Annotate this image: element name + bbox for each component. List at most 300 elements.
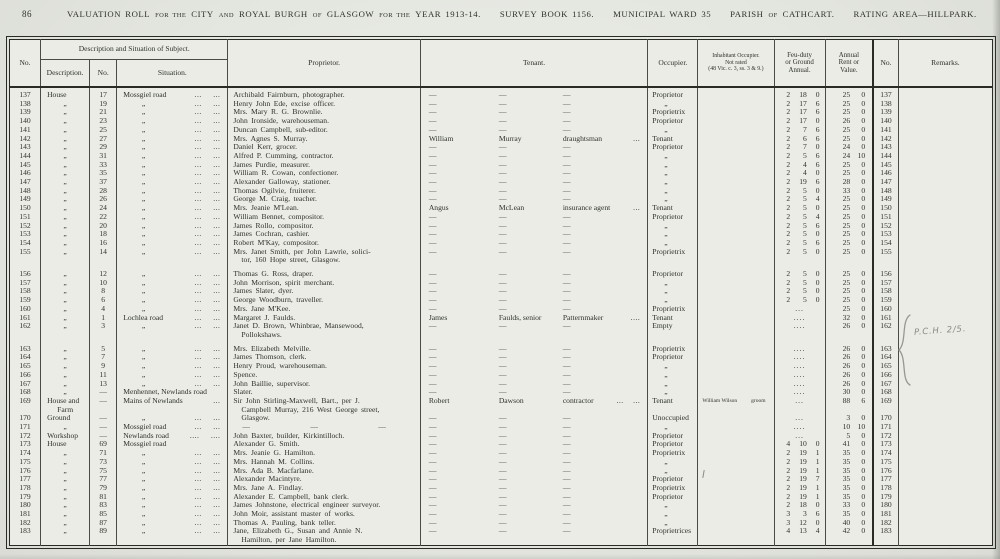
feu-pounds: 2	[786, 296, 791, 305]
feu-shillings: 7	[803, 125, 807, 134]
feu-amount	[775, 449, 825, 458]
rent-pounds: 25	[842, 160, 851, 169]
cell-remarks	[898, 230, 992, 239]
cell-situation	[117, 279, 228, 288]
cell-remarks	[898, 87, 992, 100]
rent-shillings: 0	[861, 379, 866, 388]
rent-shillings: 0	[861, 466, 866, 475]
description-line: „	[63, 125, 67, 134]
feu-pence: 6	[815, 510, 820, 519]
dash-mark: —	[498, 90, 507, 99]
cell-tenant	[420, 239, 647, 248]
cell-tenant	[420, 100, 647, 109]
situation-text: „	[141, 99, 146, 108]
street-no: 73	[99, 457, 107, 466]
rent-pounds: 25	[842, 90, 851, 99]
proprietor-line: Campbell Murray, 216 West George street,	[241, 404, 380, 414]
entry-no-repeat: 146	[880, 169, 892, 178]
entry-no-repeat: 153	[880, 230, 892, 239]
tenant-line	[421, 322, 647, 331]
cell-occupier	[648, 135, 698, 144]
cell-occupier	[648, 322, 698, 339]
situation-dots: ... ...	[194, 278, 221, 287]
situation-dots: ... ...	[194, 370, 221, 379]
cell-situation	[117, 353, 228, 362]
cell-description	[41, 527, 90, 545]
rent-shillings: 0	[861, 195, 866, 204]
feu-amount	[775, 213, 825, 222]
cell-entry-no	[10, 213, 41, 222]
situation-text: „	[141, 186, 146, 195]
tenant-line	[421, 161, 647, 170]
cell-description	[41, 510, 90, 519]
rent-pounds: 33	[842, 186, 851, 195]
entry-no: 151	[19, 212, 31, 221]
cell-situation	[117, 440, 228, 449]
title-run: VALUATION ROLL	[67, 9, 151, 19]
cell-proprietor	[228, 178, 420, 187]
cell-proprietor	[228, 239, 420, 248]
feu-amount	[775, 230, 825, 239]
cell-proprietor	[228, 117, 420, 126]
situation-line	[117, 305, 227, 314]
cell-inhabitant-occupier	[698, 340, 774, 354]
cell-entry-no	[10, 353, 41, 362]
cell-occupier	[648, 222, 698, 231]
cell-remarks	[898, 279, 992, 288]
cell-feu-duty	[774, 87, 825, 100]
situation-dots: ... ...	[194, 117, 221, 126]
dash-mark: —	[498, 431, 507, 440]
cell-description	[41, 195, 90, 204]
cell-occupier	[648, 467, 698, 476]
entry-no-repeat: 161	[880, 313, 892, 322]
rent-pounds: 42	[842, 527, 851, 536]
table-row	[10, 458, 993, 467]
table-row	[10, 222, 993, 231]
situation-dots: ... ...	[194, 238, 221, 247]
tenant-line	[421, 388, 647, 397]
tenant-line	[421, 397, 647, 406]
rent-shillings: 0	[861, 117, 866, 126]
occupier-text: Proprietor	[652, 143, 684, 152]
feu-pence: 7	[815, 475, 820, 484]
feu-pounds: 2	[786, 117, 791, 126]
feu-pence: 4	[815, 212, 820, 221]
rent-shillings: 0	[861, 343, 866, 353]
cell-feu-duty	[774, 519, 825, 528]
situation-line	[117, 362, 227, 371]
street-no: 21	[99, 108, 107, 117]
rent-shillings: 0	[861, 143, 866, 152]
tenant-dots: ... ...	[616, 396, 641, 405]
dash-mark: —	[498, 379, 507, 388]
cell-entry-no	[10, 458, 41, 467]
cell-feu-duty	[774, 213, 825, 222]
proprietor-line: Alexander G. Smith.	[233, 440, 300, 449]
situation-text: „	[141, 527, 146, 536]
cell-feu-duty	[774, 340, 825, 354]
situation-text: „	[141, 322, 146, 331]
rent-pounds: 10	[842, 423, 851, 432]
cell-tenant	[420, 414, 647, 423]
rent-amount	[826, 423, 873, 432]
situation-line	[117, 519, 227, 528]
col-header-description: Description.	[41, 60, 90, 88]
cell-entry-no-repeat	[873, 204, 898, 213]
rent-amount	[826, 279, 873, 288]
dash-mark: —	[428, 492, 437, 501]
proprietor-line: Alfred P. Cumming, contractor.	[233, 151, 334, 160]
entry-no: 175	[19, 457, 31, 466]
table-row	[10, 501, 993, 510]
cell-tenant	[420, 527, 647, 545]
dash-mark: —	[498, 287, 507, 296]
tenant-occupation: contractor	[562, 396, 594, 405]
dash-mark: —	[428, 353, 437, 362]
dash-mark: —	[428, 423, 437, 432]
situation-dots: ... ...	[194, 221, 221, 230]
street-no: 81	[99, 492, 107, 501]
cell-tenant	[420, 169, 647, 178]
entry-no: 150	[19, 204, 31, 213]
title-run: MUNICIPAL WARD 35	[613, 9, 712, 19]
col-header-situation: Situation.	[117, 60, 228, 88]
cell-situation	[117, 423, 228, 432]
cell-proprietor	[228, 414, 420, 423]
description-line: „	[63, 238, 67, 247]
tenant-occupation: Patternmaker	[562, 313, 604, 322]
description-line: „	[63, 457, 67, 466]
cell-inhabitant-occupier	[698, 475, 774, 484]
description-line: „	[63, 343, 67, 353]
rent-pounds: 41	[842, 440, 851, 449]
cell-street-no	[90, 397, 117, 414]
cell-annual-rent	[825, 353, 873, 362]
proprietor-line: Margaret J. Faulds.	[233, 313, 296, 322]
cell-inhabitant-occupier	[698, 108, 774, 117]
cell-tenant	[420, 449, 647, 458]
dash-mark: —	[428, 287, 437, 296]
situation-dots: ... ...	[194, 322, 221, 331]
cell-feu-duty	[774, 126, 825, 135]
feu-amount	[775, 493, 825, 502]
proprietor-line: Hamilton, per Jane Hamilton.	[241, 535, 337, 545]
feu-pounds: 2	[786, 483, 791, 492]
dash-mark: —	[498, 304, 507, 313]
cell-street-no	[90, 169, 117, 178]
cell-tenant	[420, 296, 647, 305]
cell-tenant	[420, 143, 647, 152]
cell-tenant	[420, 388, 647, 397]
cell-annual-rent	[825, 195, 873, 204]
col-header-remarks: Remarks.	[898, 40, 992, 88]
cell-annual-rent	[825, 143, 873, 152]
cell-entry-no-repeat	[873, 414, 898, 423]
rent-pounds: 35	[842, 475, 851, 484]
feu-shillings: 19	[799, 466, 807, 475]
entry-no-repeat: 166	[880, 370, 892, 379]
rent-pounds: 25	[842, 278, 851, 287]
dash-mark: —	[498, 125, 507, 134]
entry-no: 174	[19, 449, 31, 458]
cell-street-no	[90, 126, 117, 135]
occupier-text: „	[664, 186, 668, 195]
cell-situation	[117, 371, 228, 380]
situation-dots: ... ...	[194, 108, 221, 117]
cell-annual-rent	[825, 388, 873, 397]
street-no: —	[99, 431, 107, 440]
description-line: „	[63, 388, 67, 397]
tenant-line	[421, 152, 647, 161]
cell-occupier	[648, 187, 698, 196]
occupier-text: „	[664, 221, 668, 230]
situation-text: Lochlea road	[123, 313, 164, 322]
col-header-tenant: Tenant.	[420, 40, 647, 88]
entry-no-repeat: 174	[880, 449, 892, 458]
rent-pounds: 25	[842, 287, 851, 296]
cell-situation	[117, 397, 228, 414]
feu-pence: 6	[815, 221, 820, 230]
entry-no-repeat: 171	[880, 423, 892, 432]
cell-inhabitant-occupier	[698, 279, 774, 288]
tenant-line	[421, 222, 647, 231]
cell-street-no	[90, 248, 117, 265]
street-no: 22	[99, 212, 107, 221]
tenant-line	[421, 91, 647, 100]
situation-line	[117, 195, 227, 204]
table-row	[10, 527, 993, 545]
cell-entry-no-repeat	[873, 187, 898, 196]
entry-no-repeat: 156	[880, 269, 892, 279]
cell-street-no	[90, 380, 117, 389]
cell-occupier	[648, 195, 698, 204]
occupier-text: Proprietrices	[652, 527, 692, 536]
dash-mark: —	[498, 296, 507, 305]
cell-feu-duty	[774, 169, 825, 178]
proprietor-line: Alexander Galloway, stationer.	[233, 178, 331, 187]
rent-amount	[826, 204, 873, 213]
cell-entry-no-repeat	[873, 230, 898, 239]
cell-situation	[117, 484, 228, 493]
table-row	[10, 432, 993, 441]
cell-inhabitant-occupier	[698, 314, 774, 323]
cell-inhabitant-occupier	[698, 87, 774, 100]
table-row	[10, 213, 993, 222]
street-no: 79	[99, 483, 107, 492]
cell-street-no	[90, 458, 117, 467]
cell-proprietor	[228, 440, 420, 449]
rent-amount	[826, 510, 873, 519]
proprietor-line: James Rollo, compositor.	[233, 221, 314, 230]
feu-pence: 0	[815, 230, 820, 239]
rent-pounds: 25	[842, 304, 851, 313]
table-row	[10, 187, 993, 196]
table-row	[10, 169, 993, 178]
cell-description	[41, 222, 90, 231]
situation-text: „	[141, 296, 146, 305]
cell-description	[41, 169, 90, 178]
street-no: 12	[99, 269, 107, 279]
cell-entry-no-repeat	[873, 126, 898, 135]
rent-amount	[826, 493, 873, 502]
cell-description	[41, 305, 90, 314]
cell-description	[41, 493, 90, 502]
tenant-line	[421, 248, 647, 257]
cell-entry-no	[10, 143, 41, 152]
situation-dots: ... ...	[194, 343, 221, 353]
cell-inhabitant-occupier	[698, 169, 774, 178]
situation-text: „	[141, 247, 146, 256]
cell-entry-no	[10, 265, 41, 279]
situation-dots: ... ...	[194, 212, 221, 221]
dash-mark: —	[498, 388, 507, 397]
cell-inhabitant-occupier	[698, 187, 774, 196]
situation-line	[117, 230, 227, 239]
tenant-dots: ...	[633, 204, 641, 213]
cell-proprietor	[228, 501, 420, 510]
cell-street-no	[90, 287, 117, 296]
entry-no: 148	[19, 186, 31, 195]
rent-amount	[826, 213, 873, 222]
occupier-text: Tenant	[652, 313, 673, 322]
situation-line	[117, 414, 227, 423]
cell-entry-no	[10, 305, 41, 314]
proprietor-line: James Slater, dyer.	[233, 287, 294, 296]
cell-feu-duty	[774, 440, 825, 449]
occupier-text: Tenant	[652, 396, 673, 405]
tenant-line	[421, 493, 647, 502]
cell-remarks	[898, 475, 992, 484]
cell-remarks	[898, 340, 992, 354]
feu-dots: ....	[793, 423, 806, 432]
entry-no-repeat: 175	[880, 457, 892, 466]
cell-proprietor	[228, 449, 420, 458]
feu-pence: 6	[815, 151, 820, 160]
proprietor-line: William R. Cowan, confectioner.	[233, 169, 339, 178]
col-header-description-group: Description and Situation of Subject.	[41, 40, 228, 60]
table-row	[10, 135, 993, 144]
tenant-line	[421, 195, 647, 204]
title-run: SURVEY BOOK 1156.	[499, 9, 595, 19]
situation-text: „	[141, 204, 146, 213]
cell-occupier	[648, 287, 698, 296]
cell-feu-duty	[774, 152, 825, 161]
rent-amount	[826, 270, 873, 279]
cell-occupier	[648, 414, 698, 423]
situation-line	[117, 510, 227, 519]
cell-annual-rent	[825, 501, 873, 510]
proprietor-line: William Bennet, compositor.	[233, 212, 325, 221]
cell-street-no	[90, 135, 117, 144]
cell-tenant	[420, 510, 647, 519]
cell-situation	[117, 449, 228, 458]
cell-entry-no	[10, 314, 41, 323]
cell-entry-no-repeat	[873, 296, 898, 305]
rent-shillings: 0	[861, 247, 866, 256]
feu-shillings: 19	[799, 483, 807, 492]
cell-remarks	[898, 314, 992, 323]
cell-tenant	[420, 371, 647, 380]
feu-pence: 0	[815, 501, 820, 510]
cell-inhabitant-occupier	[698, 397, 774, 414]
street-no: 8	[101, 287, 106, 296]
tenant-line	[421, 100, 647, 109]
feu-shillings: 4	[803, 160, 807, 169]
feu-shillings: 10	[799, 440, 807, 449]
entry-no: 170	[19, 414, 31, 423]
cell-remarks	[898, 135, 992, 144]
feu-pounds: 2	[786, 449, 791, 458]
situation-text: „	[141, 518, 146, 527]
cell-street-no	[90, 449, 117, 458]
street-no: —	[99, 423, 107, 432]
cell-tenant	[420, 195, 647, 204]
cell-description	[41, 161, 90, 170]
situation-text: Mossgiel road	[123, 90, 167, 99]
dash-mark: —	[428, 466, 437, 475]
tenant-line	[421, 135, 647, 144]
street-no: 26	[99, 195, 107, 204]
dash-mark: —	[428, 247, 437, 256]
cell-remarks	[898, 467, 992, 476]
cell-entry-no-repeat	[873, 510, 898, 519]
entry-no: 176	[19, 466, 31, 475]
description-line: Workshop	[47, 431, 79, 440]
dash-mark: —	[498, 230, 507, 239]
situation-dots: ... ...	[194, 475, 221, 484]
cell-situation	[117, 432, 228, 441]
dash-mark: —	[428, 527, 437, 536]
cell-proprietor	[228, 493, 420, 502]
dash-mark: —	[562, 370, 571, 379]
feu-pence: 6	[815, 125, 820, 134]
dash-mark: —	[428, 108, 437, 117]
proprietor-line: Sir John Stirling-Maxwell, Bart., per J.	[233, 396, 360, 405]
cell-description	[41, 100, 90, 109]
cell-occupier	[648, 388, 698, 397]
entry-no-repeat: 138	[880, 99, 892, 108]
cell-occupier	[648, 169, 698, 178]
cell-inhabitant-occupier	[698, 143, 774, 152]
cell-street-no	[90, 178, 117, 187]
cell-occupier	[648, 213, 698, 222]
feu-shillings: 5	[803, 195, 807, 204]
cell-annual-rent	[825, 135, 873, 144]
cell-feu-duty	[774, 143, 825, 152]
cell-feu-duty	[774, 414, 825, 423]
rent-amount	[826, 501, 873, 510]
street-no: 9	[101, 362, 106, 371]
feu-pounds: 2	[786, 204, 791, 213]
cell-remarks	[898, 423, 992, 432]
valuation-table	[9, 39, 993, 546]
entry-no-repeat: 162	[880, 322, 892, 331]
situation-text: „	[141, 379, 146, 388]
situation-text: Mains of Newlands	[123, 396, 183, 405]
tenant-first-name: William	[428, 134, 454, 143]
tenant-first-name: Robert	[428, 396, 450, 405]
cell-street-no	[90, 230, 117, 239]
cell-occupier	[648, 117, 698, 126]
cell-annual-rent	[825, 414, 873, 423]
description-line: „	[63, 304, 67, 313]
dash-mark: —	[562, 343, 571, 353]
cell-situation	[117, 493, 228, 502]
cell-remarks	[898, 440, 992, 449]
dash-mark: —	[562, 269, 571, 279]
feu-pence: 6	[815, 134, 820, 143]
